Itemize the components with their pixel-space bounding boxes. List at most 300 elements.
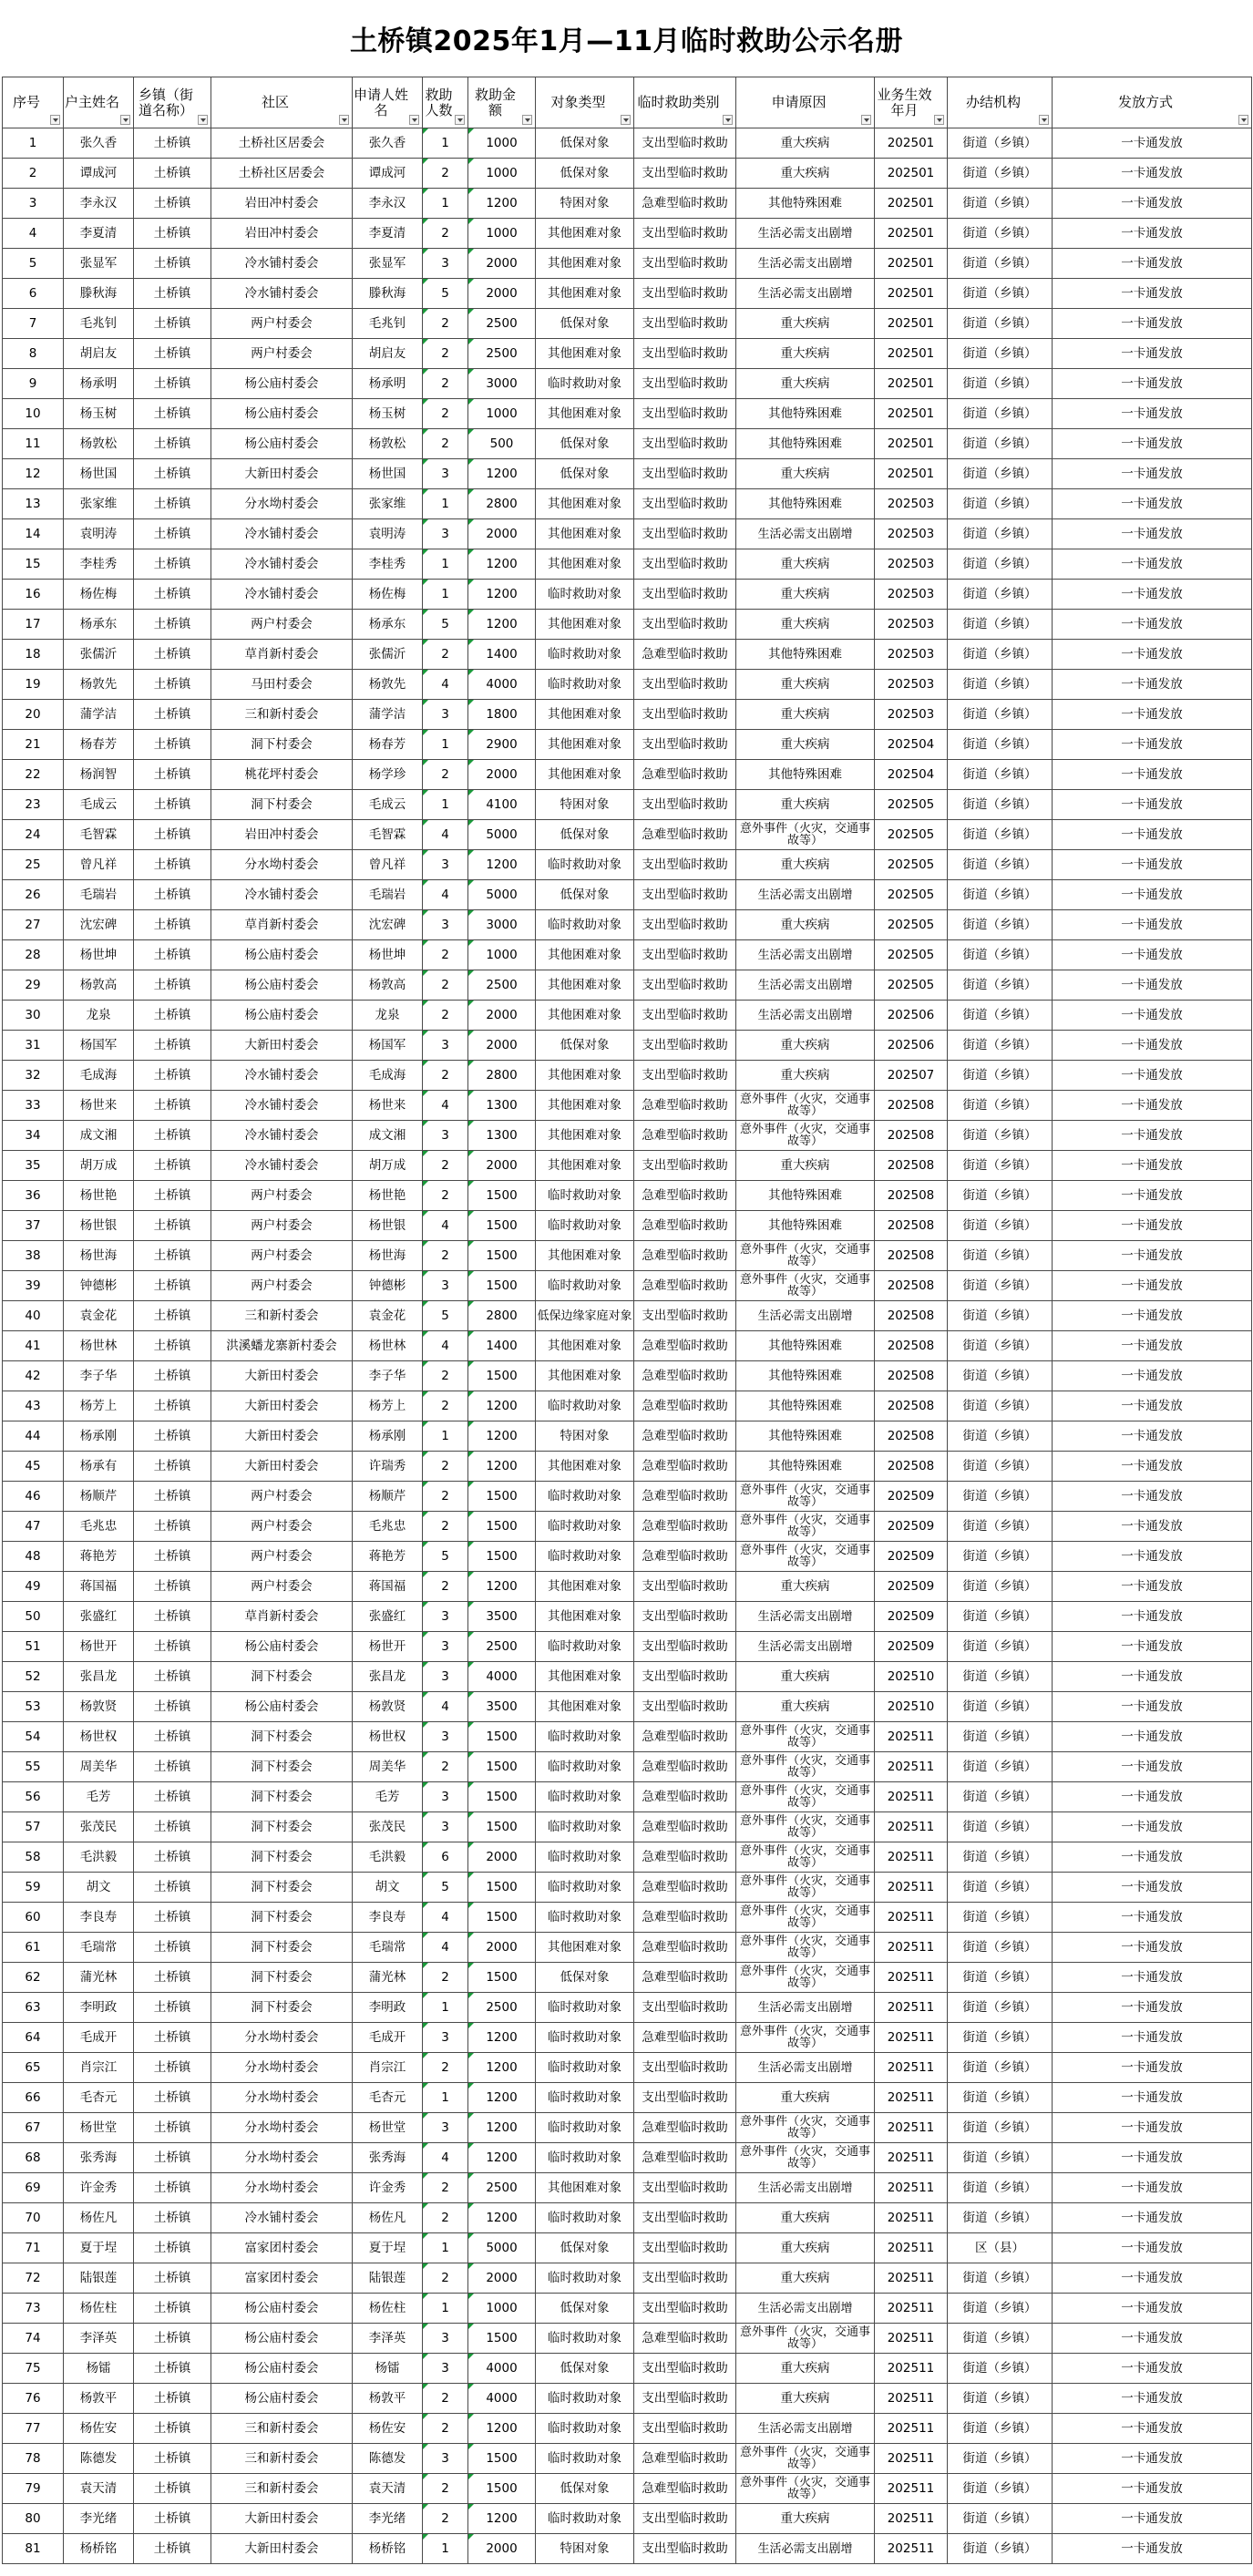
table-cell[interactable] — [1053, 2113, 1252, 2143]
table-cell[interactable] — [468, 1301, 536, 1331]
table-cell[interactable] — [64, 1271, 134, 1301]
table-cell[interactable] — [536, 1752, 634, 1782]
table-cell[interactable] — [536, 610, 634, 640]
table-cell[interactable] — [423, 1001, 468, 1031]
table-cell[interactable] — [211, 1963, 353, 1993]
table-cell[interactable] — [1053, 459, 1252, 489]
table-cell[interactable] — [64, 2143, 134, 2173]
table-cell[interactable] — [875, 940, 948, 970]
table-cell[interactable] — [536, 429, 634, 459]
table-cell[interactable] — [1053, 2324, 1252, 2354]
table-cell[interactable] — [634, 549, 736, 580]
table-cell[interactable] — [948, 2534, 1053, 2564]
table-cell[interactable] — [3, 1873, 64, 1903]
table-cell[interactable] — [948, 2203, 1053, 2233]
table-cell[interactable] — [536, 910, 634, 940]
table-cell[interactable] — [3, 1842, 64, 1873]
table-cell[interactable] — [468, 2474, 536, 2504]
table-cell[interactable] — [353, 580, 423, 610]
table-cell[interactable] — [948, 880, 1053, 910]
table-cell[interactable] — [948, 1602, 1053, 1632]
table-cell[interactable] — [468, 549, 536, 580]
table-cell[interactable] — [468, 760, 536, 790]
table-cell[interactable] — [1053, 1963, 1252, 1993]
table-cell[interactable] — [353, 1121, 423, 1151]
table-cell[interactable] — [64, 730, 134, 760]
table-cell[interactable] — [353, 1933, 423, 1963]
table-cell[interactable] — [948, 1271, 1053, 1301]
table-cell[interactable] — [1053, 610, 1252, 640]
table-cell[interactable] — [423, 279, 468, 309]
table-cell[interactable] — [875, 519, 948, 549]
table-cell[interactable] — [134, 760, 211, 790]
table-cell[interactable] — [634, 910, 736, 940]
table-cell[interactable] — [536, 1241, 634, 1271]
table-cell[interactable] — [736, 219, 875, 249]
table-cell[interactable] — [736, 1933, 875, 1963]
table-cell[interactable] — [948, 1542, 1053, 1572]
table-cell[interactable] — [875, 399, 948, 429]
table-cell[interactable] — [3, 249, 64, 279]
table-cell[interactable] — [948, 309, 1053, 339]
table-cell[interactable] — [423, 1452, 468, 1482]
table-cell[interactable] — [875, 820, 948, 850]
table-cell[interactable] — [353, 309, 423, 339]
table-cell[interactable] — [736, 580, 875, 610]
table-cell[interactable] — [211, 519, 353, 549]
table-cell[interactable] — [875, 640, 948, 670]
table-cell[interactable] — [634, 1421, 736, 1452]
table-cell[interactable] — [134, 1031, 211, 1061]
table-cell[interactable] — [634, 670, 736, 700]
table-cell[interactable] — [134, 2324, 211, 2354]
table-cell[interactable] — [134, 1842, 211, 1873]
table-cell[interactable] — [423, 1482, 468, 1512]
table-cell[interactable] — [536, 2083, 634, 2113]
table-cell[interactable] — [64, 489, 134, 519]
table-cell[interactable] — [211, 1812, 353, 1842]
table-cell[interactable] — [353, 850, 423, 880]
table-cell[interactable] — [64, 820, 134, 850]
table-cell[interactable] — [634, 2294, 736, 2324]
table-cell[interactable] — [875, 429, 948, 459]
table-cell[interactable] — [948, 1812, 1053, 1842]
table-cell[interactable] — [64, 2083, 134, 2113]
table-cell[interactable] — [64, 1421, 134, 1452]
table-cell[interactable] — [468, 1903, 536, 1933]
table-cell[interactable] — [3, 2294, 64, 2324]
table-cell[interactable] — [423, 549, 468, 580]
table-cell[interactable] — [736, 369, 875, 399]
table-cell[interactable] — [634, 339, 736, 369]
table-cell[interactable] — [211, 2113, 353, 2143]
table-cell[interactable] — [64, 1482, 134, 1512]
table-cell[interactable] — [875, 1391, 948, 1421]
table-cell[interactable] — [634, 2263, 736, 2294]
table-cell[interactable] — [211, 670, 353, 700]
table-cell[interactable] — [1053, 1181, 1252, 1211]
table-cell[interactable] — [736, 2504, 875, 2534]
table-cell[interactable] — [3, 1542, 64, 1572]
table-cell[interactable] — [64, 1903, 134, 1933]
table-cell[interactable] — [64, 189, 134, 219]
table-cell[interactable] — [536, 459, 634, 489]
table-cell[interactable] — [536, 580, 634, 610]
table-cell[interactable] — [3, 880, 64, 910]
table-cell[interactable] — [3, 1482, 64, 1512]
table-cell[interactable] — [468, 1031, 536, 1061]
table-cell[interactable] — [736, 459, 875, 489]
table-cell[interactable] — [1053, 2354, 1252, 2384]
table-cell[interactable] — [353, 1151, 423, 1181]
table-cell[interactable] — [536, 1421, 634, 1452]
table-cell[interactable] — [1053, 2143, 1252, 2173]
table-cell[interactable] — [634, 1121, 736, 1151]
table-cell[interactable] — [634, 1692, 736, 1722]
table-cell[interactable] — [536, 1211, 634, 1241]
table-cell[interactable] — [1053, 1331, 1252, 1361]
table-cell[interactable] — [1053, 670, 1252, 700]
table-cell[interactable] — [736, 2173, 875, 2203]
table-cell[interactable] — [134, 640, 211, 670]
table-cell[interactable] — [736, 489, 875, 519]
table-cell[interactable] — [736, 1121, 875, 1151]
table-cell[interactable] — [736, 1662, 875, 1692]
table-cell[interactable] — [948, 730, 1053, 760]
table-cell[interactable] — [134, 189, 211, 219]
table-cell[interactable] — [875, 2203, 948, 2233]
table-cell[interactable] — [875, 459, 948, 489]
table-cell[interactable] — [1053, 309, 1252, 339]
table-cell[interactable] — [536, 249, 634, 279]
table-cell[interactable] — [423, 2263, 468, 2294]
table-cell[interactable] — [948, 640, 1053, 670]
table-cell[interactable] — [211, 2294, 353, 2324]
table-cell[interactable] — [736, 1963, 875, 1993]
table-cell[interactable] — [1053, 369, 1252, 399]
table-cell[interactable] — [634, 940, 736, 970]
table-cell[interactable] — [423, 910, 468, 940]
table-cell[interactable] — [875, 2113, 948, 2143]
table-cell[interactable] — [3, 2023, 64, 2053]
table-cell[interactable] — [3, 489, 64, 519]
table-cell[interactable] — [1053, 910, 1252, 940]
table-cell[interactable] — [634, 489, 736, 519]
table-cell[interactable] — [468, 730, 536, 760]
table-cell[interactable] — [3, 1271, 64, 1301]
table-cell[interactable] — [211, 940, 353, 970]
table-cell[interactable] — [3, 1061, 64, 1091]
table-cell[interactable] — [353, 399, 423, 429]
table-cell[interactable] — [875, 1722, 948, 1752]
table-cell[interactable] — [423, 2203, 468, 2233]
table-cell[interactable] — [211, 790, 353, 820]
table-cell[interactable] — [736, 1151, 875, 1181]
table-cell[interactable] — [875, 1993, 948, 2023]
table-cell[interactable] — [64, 1001, 134, 1031]
table-cell[interactable] — [875, 489, 948, 519]
table-cell[interactable] — [423, 1211, 468, 1241]
table-cell[interactable] — [423, 2083, 468, 2113]
table-cell[interactable] — [468, 1421, 536, 1452]
table-cell[interactable] — [423, 1632, 468, 1662]
table-cell[interactable] — [423, 489, 468, 519]
table-cell[interactable] — [468, 249, 536, 279]
table-cell[interactable] — [948, 1421, 1053, 1452]
table-cell[interactable] — [64, 1722, 134, 1752]
table-cell[interactable] — [64, 159, 134, 189]
table-cell[interactable] — [1053, 2294, 1252, 2324]
table-cell[interactable] — [468, 399, 536, 429]
table-cell[interactable] — [3, 219, 64, 249]
table-cell[interactable] — [3, 1752, 64, 1782]
table-cell[interactable] — [3, 1812, 64, 1842]
table-cell[interactable] — [1053, 549, 1252, 580]
table-cell[interactable] — [64, 1452, 134, 1482]
table-cell[interactable] — [423, 1782, 468, 1812]
table-cell[interactable] — [875, 219, 948, 249]
table-cell[interactable] — [468, 1572, 536, 1602]
table-cell[interactable] — [536, 159, 634, 189]
table-cell[interactable] — [468, 2203, 536, 2233]
table-cell[interactable] — [948, 519, 1053, 549]
table-cell[interactable] — [211, 1001, 353, 1031]
table-cell[interactable] — [211, 910, 353, 940]
table-cell[interactable] — [423, 610, 468, 640]
table-cell[interactable] — [134, 970, 211, 1001]
table-cell[interactable] — [64, 2474, 134, 2504]
table-cell[interactable] — [423, 1572, 468, 1602]
table-cell[interactable] — [134, 2474, 211, 2504]
table-cell[interactable] — [423, 850, 468, 880]
table-cell[interactable] — [1053, 940, 1252, 970]
table-cell[interactable] — [736, 1301, 875, 1331]
table-cell[interactable] — [353, 1211, 423, 1241]
table-cell[interactable] — [634, 820, 736, 850]
table-cell[interactable] — [1053, 1151, 1252, 1181]
table-cell[interactable] — [211, 1662, 353, 1692]
table-cell[interactable] — [134, 2263, 211, 2294]
table-cell[interactable] — [468, 2023, 536, 2053]
table-cell[interactable] — [536, 1993, 634, 2023]
table-cell[interactable] — [875, 1662, 948, 1692]
table-cell[interactable] — [536, 850, 634, 880]
table-cell[interactable] — [948, 1331, 1053, 1361]
table-cell[interactable] — [634, 1181, 736, 1211]
table-cell[interactable] — [353, 1061, 423, 1091]
table-cell[interactable] — [948, 1211, 1053, 1241]
table-cell[interactable] — [64, 970, 134, 1001]
table-cell[interactable] — [875, 128, 948, 159]
table-cell[interactable] — [3, 2414, 64, 2444]
table-cell[interactable] — [634, 1361, 736, 1391]
table-cell[interactable] — [948, 2414, 1053, 2444]
table-cell[interactable] — [468, 429, 536, 459]
table-cell[interactable] — [536, 940, 634, 970]
table-cell[interactable] — [134, 339, 211, 369]
table-cell[interactable] — [211, 339, 353, 369]
table-cell[interactable] — [468, 2324, 536, 2354]
table-cell[interactable] — [134, 2354, 211, 2384]
table-cell[interactable] — [134, 1542, 211, 1572]
table-cell[interactable] — [634, 1482, 736, 1512]
table-cell[interactable] — [64, 2444, 134, 2474]
table-cell[interactable] — [353, 2143, 423, 2173]
table-cell[interactable] — [536, 1602, 634, 1632]
table-cell[interactable] — [423, 2384, 468, 2414]
table-cell[interactable] — [64, 309, 134, 339]
table-cell[interactable] — [134, 1391, 211, 1421]
table-cell[interactable] — [3, 2534, 64, 2564]
table-cell[interactable] — [423, 940, 468, 970]
table-cell[interactable] — [948, 700, 1053, 730]
table-cell[interactable] — [353, 2414, 423, 2444]
table-cell[interactable] — [1053, 2504, 1252, 2534]
table-cell[interactable] — [736, 2263, 875, 2294]
table-cell[interactable] — [536, 2263, 634, 2294]
filter-dropdown-icon[interactable] — [522, 115, 532, 125]
table-cell[interactable] — [353, 429, 423, 459]
table-cell[interactable] — [423, 429, 468, 459]
table-cell[interactable] — [134, 1782, 211, 1812]
table-cell[interactable] — [64, 1241, 134, 1271]
table-cell[interactable] — [875, 910, 948, 940]
table-cell[interactable] — [736, 1842, 875, 1873]
table-cell[interactable] — [353, 1421, 423, 1452]
table-cell[interactable] — [736, 1572, 875, 1602]
table-cell[interactable] — [353, 1361, 423, 1391]
table-cell[interactable] — [1053, 1722, 1252, 1752]
table-cell[interactable] — [423, 1271, 468, 1301]
table-cell[interactable] — [875, 2173, 948, 2203]
table-cell[interactable] — [134, 1963, 211, 1993]
table-cell[interactable] — [536, 309, 634, 339]
table-cell[interactable] — [875, 1542, 948, 1572]
table-cell[interactable] — [875, 1271, 948, 1301]
table-cell[interactable] — [3, 339, 64, 369]
table-cell[interactable] — [64, 519, 134, 549]
table-cell[interactable] — [634, 189, 736, 219]
table-cell[interactable] — [536, 2534, 634, 2564]
table-cell[interactable] — [1053, 1241, 1252, 1271]
table-cell[interactable] — [736, 2203, 875, 2233]
table-cell[interactable] — [634, 1211, 736, 1241]
table-cell[interactable] — [875, 730, 948, 760]
table-cell[interactable] — [875, 1452, 948, 1482]
table-cell[interactable] — [948, 1482, 1053, 1512]
table-cell[interactable] — [536, 1031, 634, 1061]
filter-dropdown-icon[interactable] — [409, 115, 419, 125]
table-cell[interactable] — [875, 1061, 948, 1091]
table-cell[interactable] — [134, 2083, 211, 2113]
table-cell[interactable] — [634, 1572, 736, 1602]
table-cell[interactable] — [64, 339, 134, 369]
table-cell[interactable] — [634, 1061, 736, 1091]
table-cell[interactable] — [875, 2354, 948, 2384]
table-cell[interactable] — [211, 1091, 353, 1121]
table-cell[interactable] — [3, 2263, 64, 2294]
table-cell[interactable] — [3, 1031, 64, 1061]
table-cell[interactable] — [64, 1211, 134, 1241]
table-cell[interactable] — [64, 249, 134, 279]
table-cell[interactable] — [64, 1782, 134, 1812]
table-cell[interactable] — [468, 369, 536, 399]
table-cell[interactable] — [3, 399, 64, 429]
table-cell[interactable] — [736, 2474, 875, 2504]
table-cell[interactable] — [64, 1331, 134, 1361]
table-cell[interactable] — [536, 128, 634, 159]
table-cell[interactable] — [64, 1301, 134, 1331]
table-cell[interactable] — [1053, 580, 1252, 610]
table-cell[interactable] — [64, 880, 134, 910]
table-cell[interactable] — [875, 2504, 948, 2534]
table-cell[interactable] — [536, 2113, 634, 2143]
table-cell[interactable] — [736, 2113, 875, 2143]
table-cell[interactable] — [1053, 1752, 1252, 1782]
table-cell[interactable] — [736, 1632, 875, 1662]
table-cell[interactable] — [948, 850, 1053, 880]
table-cell[interactable] — [1053, 279, 1252, 309]
table-cell[interactable] — [134, 1632, 211, 1662]
table-cell[interactable] — [634, 2444, 736, 2474]
table-cell[interactable] — [634, 1452, 736, 1482]
table-cell[interactable] — [536, 1151, 634, 1181]
table-cell[interactable] — [875, 2263, 948, 2294]
table-cell[interactable] — [536, 2324, 634, 2354]
table-cell[interactable] — [634, 2203, 736, 2233]
table-cell[interactable] — [875, 2143, 948, 2173]
table-cell[interactable] — [134, 580, 211, 610]
table-cell[interactable] — [211, 970, 353, 1001]
table-cell[interactable] — [211, 279, 353, 309]
table-cell[interactable] — [423, 369, 468, 399]
table-cell[interactable] — [634, 2384, 736, 2414]
table-cell[interactable] — [423, 700, 468, 730]
table-cell[interactable] — [211, 1151, 353, 1181]
table-cell[interactable] — [536, 1482, 634, 1512]
table-cell[interactable] — [468, 128, 536, 159]
table-cell[interactable] — [536, 1452, 634, 1482]
table-cell[interactable] — [634, 309, 736, 339]
table-cell[interactable] — [64, 640, 134, 670]
table-cell[interactable] — [948, 1782, 1053, 1812]
table-cell[interactable] — [423, 399, 468, 429]
table-cell[interactable] — [736, 2324, 875, 2354]
table-cell[interactable] — [64, 1632, 134, 1662]
table-cell[interactable] — [468, 790, 536, 820]
table-cell[interactable] — [468, 1121, 536, 1151]
table-cell[interactable] — [468, 1842, 536, 1873]
table-cell[interactable] — [64, 1181, 134, 1211]
table-cell[interactable] — [736, 820, 875, 850]
table-cell[interactable] — [736, 700, 875, 730]
table-cell[interactable] — [353, 339, 423, 369]
table-cell[interactable] — [211, 2083, 353, 2113]
table-cell[interactable] — [423, 1121, 468, 1151]
table-cell[interactable] — [423, 1331, 468, 1361]
table-cell[interactable] — [3, 159, 64, 189]
table-cell[interactable] — [134, 1421, 211, 1452]
table-cell[interactable] — [468, 1963, 536, 1993]
table-cell[interactable] — [423, 2414, 468, 2444]
table-cell[interactable] — [134, 1933, 211, 1963]
table-cell[interactable] — [536, 880, 634, 910]
table-cell[interactable] — [3, 1602, 64, 1632]
table-cell[interactable] — [211, 700, 353, 730]
table-cell[interactable] — [634, 1752, 736, 1782]
table-cell[interactable] — [353, 2504, 423, 2534]
table-cell[interactable] — [134, 1482, 211, 1512]
